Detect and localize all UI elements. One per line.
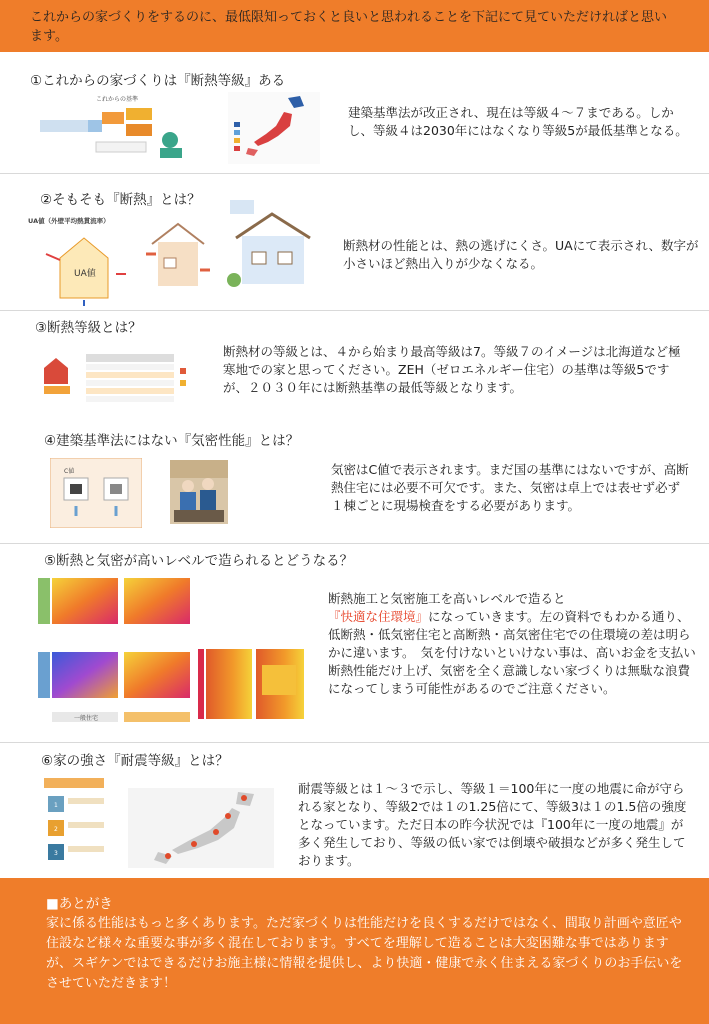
section-5-body-after: になっていきます。左の資料でもわかる通り、低断熱・低気密住宅と高断熱・高気密住宅での住環境の差は明らかに違います。 気を付けないといけない事は、高いお金を支払い断熱性能だけ上げ、気密を全く意識しない家づくりは無駄な浪費になってしまう可能性があるのでご注意ください。 bbox=[328, 609, 696, 696]
section-6-title: ⑥家の強さ『耐震等級』とは？ bbox=[41, 753, 229, 769]
section-4-fig-label: C値 bbox=[64, 468, 75, 475]
section-5-room-thermography bbox=[198, 645, 306, 723]
afterword-title: ■あとがき bbox=[46, 896, 113, 912]
section-5-body-before: 断熱施工と気密施工を高いレベルで造ると bbox=[328, 591, 566, 606]
section-4-title: ④建築基準法にはない『気密性能』とは？ bbox=[44, 433, 300, 449]
section-5-title: ⑤断熱と気密が高いレベルで造られるとどうなる？ bbox=[44, 553, 354, 569]
section-2-house-diagram-a bbox=[142, 214, 214, 300]
section-4-cvalue-diagram bbox=[50, 458, 142, 528]
divider-1 bbox=[0, 173, 709, 174]
section-6-grade-2: 2 bbox=[54, 826, 58, 833]
divider-4 bbox=[0, 742, 709, 743]
section-6-seismic-grades bbox=[44, 772, 108, 868]
section-2-house-diagram-b bbox=[222, 196, 320, 300]
section-1-diagram bbox=[40, 90, 210, 160]
section-5-fig-label: 一般住宅 bbox=[74, 715, 99, 722]
header-banner bbox=[0, 0, 709, 52]
section-2-fig-label: UA値（外壁平均熱貫流率） bbox=[28, 217, 110, 225]
divider-3 bbox=[0, 543, 709, 544]
afterword-banner bbox=[0, 878, 709, 1024]
section-4-body: 気密はC値で表示されます。まだ国の基準にはないですが、高断熱住宅には必要不可欠です。また、気密は卓上では表せず必ず１棟ごとに現場検査をする必要があります。 bbox=[331, 462, 689, 513]
section-4-inspection-photo bbox=[170, 460, 228, 524]
section-3-grade-table bbox=[40, 346, 208, 410]
section-2-body: 断熱材の性能とは、熱の逃げにくさ。UAにて表示され、数字が小さいほど熱出入りが少なくなる。 bbox=[343, 238, 699, 271]
section-2-title: ②そもそも『断熱』とは？ bbox=[40, 192, 201, 208]
section-5-highlight: 『快適な住環境』 bbox=[328, 609, 429, 624]
section-1-title: ①これからの家づくりは『断熱等級』ある bbox=[30, 73, 286, 89]
section-2-ua-diagram bbox=[26, 214, 138, 306]
section-5-thermography bbox=[38, 578, 196, 728]
section-1-fig-label: これからの基準 bbox=[96, 96, 139, 103]
svg-text:UA値: UA値 bbox=[74, 269, 96, 279]
section-6-grade-1: 1 bbox=[54, 802, 58, 809]
header-text: これからの家づくりをするのに、最低限知っておくと良いと思われることを下記にて見ていただければと思います。 bbox=[30, 10, 668, 44]
section-6-grade-3: 3 bbox=[54, 850, 58, 857]
section-1-japan-map bbox=[228, 92, 320, 164]
section-6-body: 耐震等級とは１～３で示し、等級１＝100年に一度の地震に命が守られる家となり、等級2では１の1.25倍にて、等級3は１の1.5倍の強度となっています。ただ日本の昨今状況では『100年に一度の地震』が多く発生しており、等級の低い家では倒壊や破損などが多く発生しております。 bbox=[298, 781, 687, 868]
section-1-body: 建築基準法が改正され、現在は等級４～７まである。しかし、等級４は2030年にはなくなり等級5が最低基準となる。 bbox=[348, 105, 688, 138]
section-6-earthquake-map bbox=[128, 788, 274, 868]
afterword-body: 家に係る性能はもっと多くあります。ただ家づくりは性能だけを良くするだけではなく、間取り計画や意匠や住設など様々な重要な事が多く混在しております。すべてを理解して造ることは大変困難な事ではありますが、スギケンではできるだけお施主様に情報を提供し、より快適・健康で永く住まえる家づくりのお手伝いをさせていただきます！ bbox=[46, 916, 683, 991]
section-5-body bbox=[328, 590, 698, 698]
section-3-title: ③断熱等級とは？ bbox=[35, 320, 142, 336]
divider-2 bbox=[0, 310, 709, 311]
section-3-body: 断熱材の等級とは、４から始まり最高等級は7。等級７のイメージは北海道など極寒地での家と思ってください。ZEH（ゼロエネルギー住宅）の基準は等級5ですが、２０３０年には断熱基準の最低等級となります。 bbox=[223, 344, 681, 395]
